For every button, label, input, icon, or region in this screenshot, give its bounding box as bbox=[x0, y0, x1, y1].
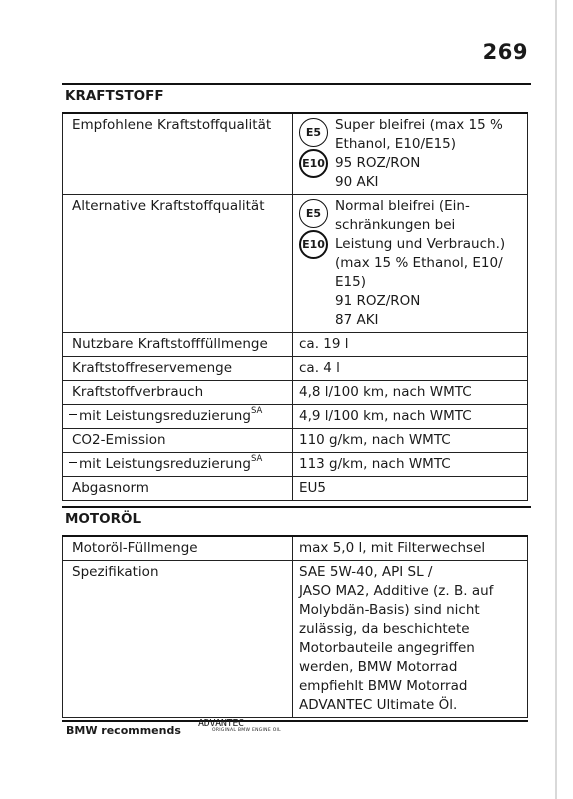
spec-value-line: E15) bbox=[335, 274, 366, 290]
spec-label-cell bbox=[63, 333, 293, 357]
spec-label: mit Leistungsreduzierung bbox=[79, 408, 251, 424]
fuel-spec bbox=[299, 197, 523, 330]
spec-row bbox=[63, 195, 528, 333]
spec-value-line: ADVANTEC Ultimate Öl. bbox=[299, 697, 458, 713]
spec-value: ca. 4 l bbox=[299, 360, 340, 376]
advantec-logo-sub: ORIGINAL BMW ENGINE OIL bbox=[212, 728, 281, 733]
spec-row bbox=[63, 561, 528, 718]
footer-rule bbox=[62, 720, 528, 722]
spec-value-cell bbox=[293, 561, 528, 718]
spec-value: 113 g/km, nach WMTC bbox=[299, 456, 451, 472]
spec-row bbox=[63, 357, 528, 381]
spec-value: max 5,0 l, mit Filterwechsel bbox=[299, 540, 486, 556]
spec-label: Abgasnorm bbox=[72, 480, 149, 496]
spec-value-line: SAE 5W-40, API SL / bbox=[299, 564, 433, 580]
spec-value-line: 91 ROZ/RON bbox=[335, 293, 421, 309]
spec-value-line: empfiehlt BMW Motorrad bbox=[299, 678, 468, 694]
spec-value: EU5 bbox=[299, 480, 326, 496]
spec-label: Empfohlene Kraftstoffqualität bbox=[72, 117, 272, 133]
spec-label-cell bbox=[63, 405, 293, 429]
spec-label-cell bbox=[63, 453, 293, 477]
spec-value-cell bbox=[293, 429, 528, 453]
spec-value-line: JASO MA2, Additive (z. B. auf bbox=[299, 583, 494, 599]
spec-label: Kraftstoffreservemenge bbox=[72, 360, 233, 376]
spec-value-line: Leistung und Verbrauch.) bbox=[335, 236, 506, 252]
fuel-e10-icon: E10 bbox=[299, 149, 328, 178]
spec-value: 4,9 l/100 km, nach WMTC bbox=[299, 408, 472, 424]
spec-value-line: Super bleifrei (max 15 % bbox=[335, 117, 503, 133]
section-title-motoroel: MOTORÖL bbox=[62, 506, 531, 531]
spec-value-cell bbox=[293, 357, 528, 381]
spec-row bbox=[63, 536, 528, 561]
spec-value-line: Normal bleifrei (Ein- bbox=[335, 198, 470, 214]
sa-superscript: SA bbox=[250, 406, 263, 416]
spec-value-line: 87 AKI bbox=[335, 312, 379, 328]
spec-value-cell bbox=[293, 405, 528, 429]
spec-value-line: zulässig, da beschichtete bbox=[299, 621, 470, 637]
spec-value-cell bbox=[293, 536, 528, 561]
page-number: 269 bbox=[482, 40, 528, 64]
spec-value-cell bbox=[293, 113, 528, 195]
spec-label: Nutzbare Kraftstofffüllmenge bbox=[72, 336, 268, 352]
spec-label-cell bbox=[63, 113, 293, 195]
spec-row bbox=[63, 113, 528, 195]
dash-mark bbox=[69, 462, 77, 463]
fuel-e10-icon: E10 bbox=[299, 230, 328, 259]
spec-label: Spezifikation bbox=[72, 564, 159, 580]
spec-label-cell bbox=[63, 536, 293, 561]
page-edge bbox=[555, 0, 557, 799]
spec-value-line: (max 15 % Ethanol, E10/ bbox=[335, 255, 503, 271]
fuel-badges bbox=[299, 197, 335, 330]
spec-label: Kraftstoffverbrauch bbox=[72, 384, 204, 400]
spec-value: 4,8 l/100 km, nach WMTC bbox=[299, 384, 472, 400]
fuel-e5-icon: E5 bbox=[299, 199, 328, 228]
fuel-badges bbox=[299, 116, 335, 192]
spec-value-line: schränkungen bei bbox=[335, 217, 456, 233]
spec-row bbox=[63, 405, 528, 429]
advantec-logo-brand: ADVANTEC bbox=[198, 718, 244, 729]
spec-value-cell bbox=[293, 477, 528, 501]
spec-value-line: werden, BMW Motorrad bbox=[299, 659, 458, 675]
spec-value: 110 g/km, nach WMTC bbox=[299, 432, 451, 448]
spec-value-cell bbox=[293, 381, 528, 405]
spec-value-line: Molybdän-Basis) sind nicht bbox=[299, 602, 480, 618]
spec-label: Motoröl-Füllmenge bbox=[72, 540, 198, 556]
oil-spec-table bbox=[62, 535, 528, 718]
spec-value: ca. 19 l bbox=[299, 336, 349, 352]
spec-row bbox=[63, 333, 528, 357]
spec-value-cell bbox=[293, 453, 528, 477]
advantec-logo bbox=[198, 718, 281, 733]
fuel-text bbox=[335, 197, 523, 330]
fuel-spec bbox=[299, 116, 523, 192]
spec-label-cell bbox=[63, 381, 293, 405]
fuel-e5-icon: E5 bbox=[299, 118, 328, 147]
fuel-spec-table bbox=[62, 112, 528, 501]
spec-label-cell bbox=[63, 357, 293, 381]
spec-value-cell bbox=[293, 333, 528, 357]
sa-superscript: SA bbox=[250, 454, 263, 464]
spec-value-line: 90 AKI bbox=[335, 174, 379, 190]
spec-label-cell bbox=[63, 561, 293, 718]
spec-label: mit Leistungsreduzierung bbox=[79, 456, 251, 472]
section-title-kraftstoff: KRAFTSTOFF bbox=[62, 83, 531, 108]
dash-mark bbox=[69, 414, 77, 415]
fuel-text bbox=[335, 116, 523, 192]
spec-row bbox=[63, 429, 528, 453]
spec-value-line: 95 ROZ/RON bbox=[335, 155, 421, 171]
bmw-recommends-label: BMW recommends bbox=[66, 724, 181, 737]
spec-label-cell bbox=[63, 195, 293, 333]
spec-row bbox=[63, 477, 528, 501]
spec-label: CO2-Emission bbox=[72, 432, 166, 448]
spec-label: Alternative Kraftstoffqualität bbox=[72, 198, 265, 214]
spec-value-line: Motorbauteile angegriffen bbox=[299, 640, 475, 656]
spec-label-cell bbox=[63, 429, 293, 453]
spec-value-cell bbox=[293, 195, 528, 333]
spec-row bbox=[63, 381, 528, 405]
spec-row bbox=[63, 453, 528, 477]
spec-label-cell bbox=[63, 477, 293, 501]
spec-value-line: Ethanol, E10/E15) bbox=[335, 136, 457, 152]
